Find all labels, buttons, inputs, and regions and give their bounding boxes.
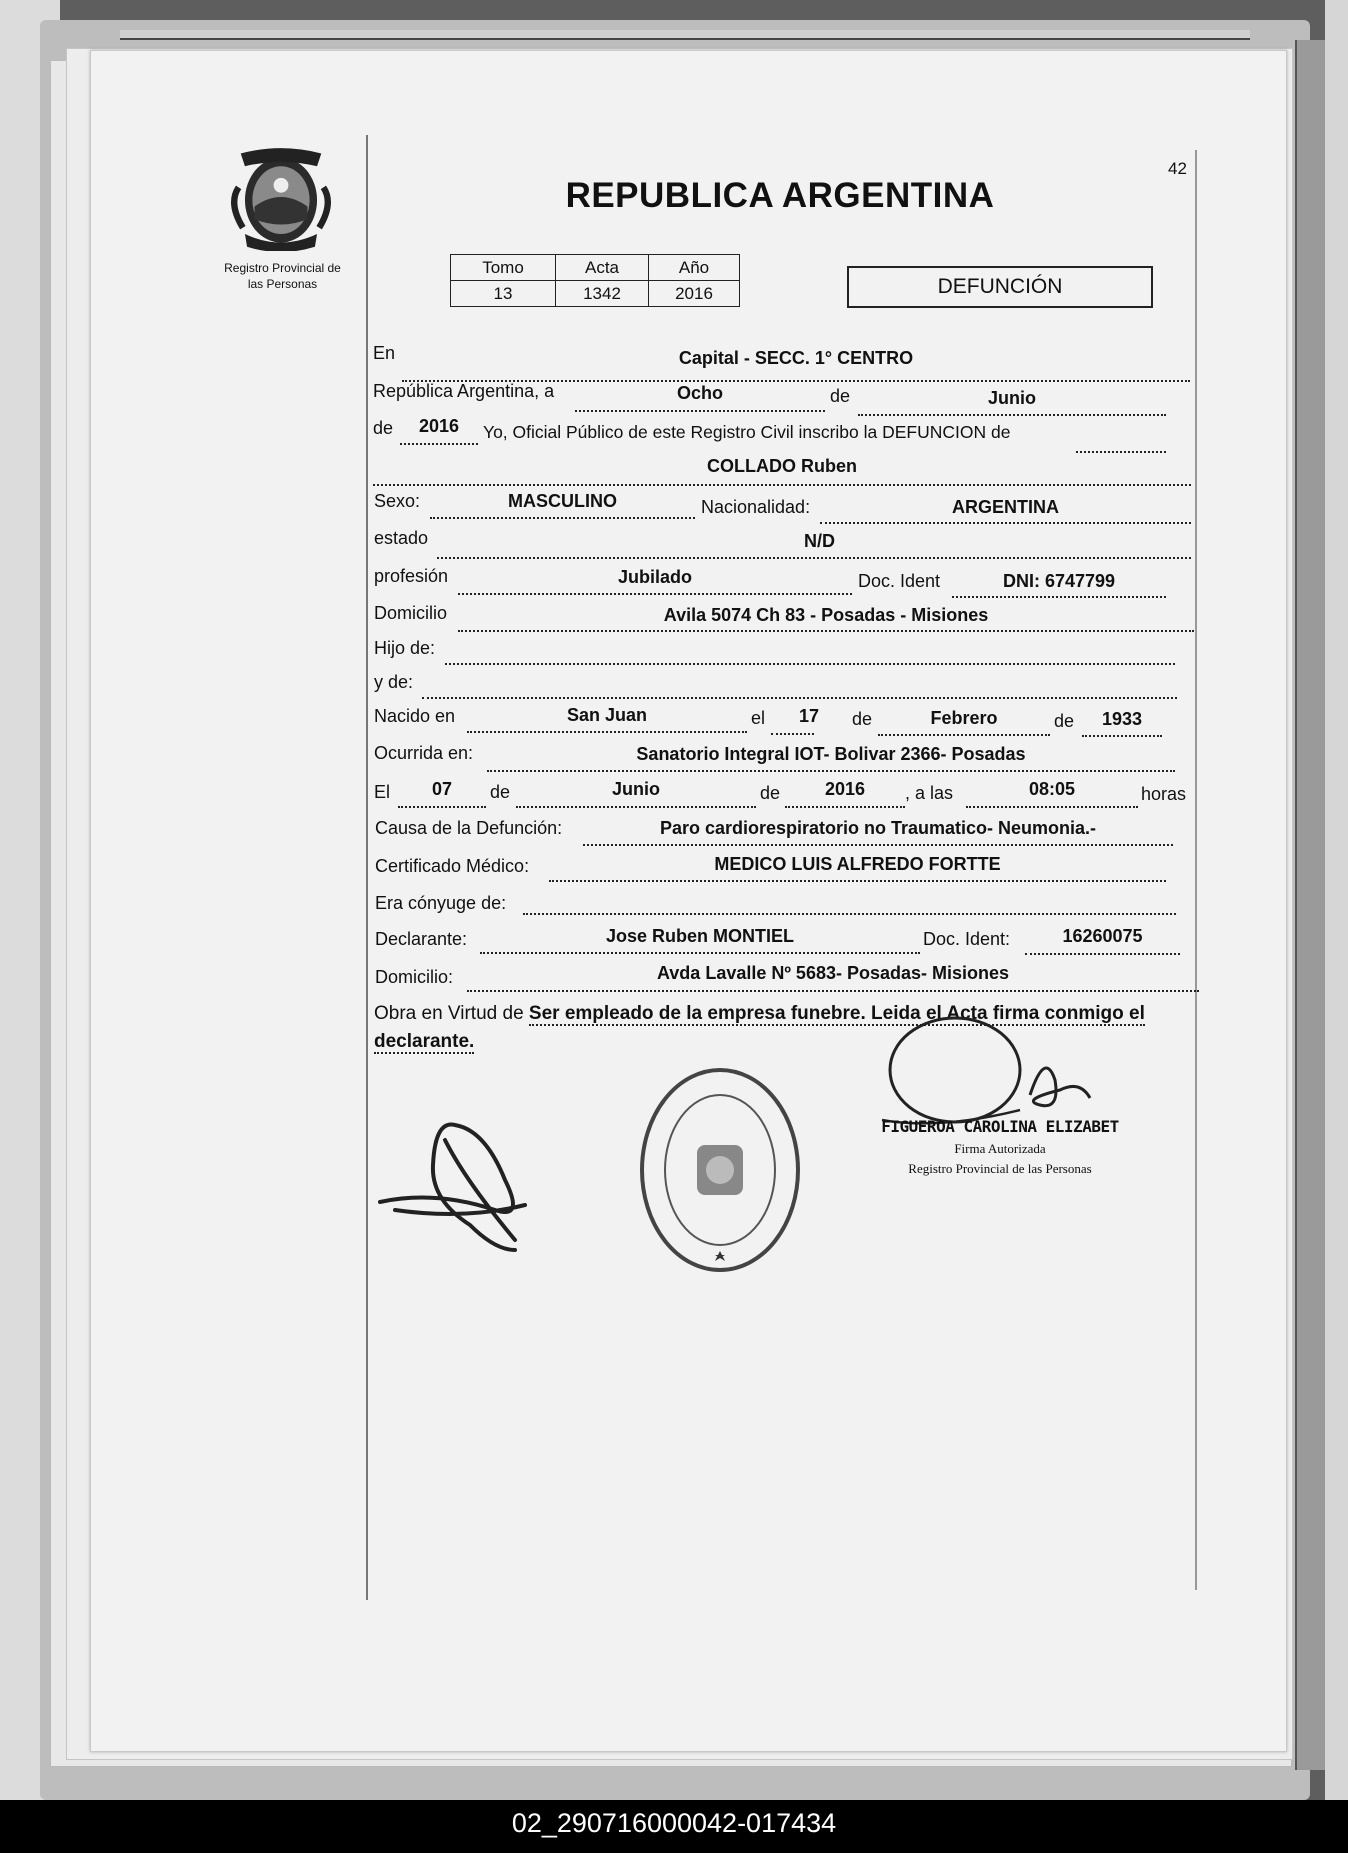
- dotted-line: [771, 733, 814, 735]
- dotted-line: [1082, 735, 1162, 737]
- sexo-value: MASCULINO: [508, 491, 617, 511]
- certificado-label: Certificado Médico:: [375, 856, 530, 876]
- sexo-label: Sexo:: [374, 491, 421, 511]
- lugar-nacimiento-value: San Juan: [566, 705, 648, 725]
- lugar-registro-value: Capital - SECC. 1° CENTRO: [678, 348, 914, 368]
- y-de-label: y de:: [374, 672, 414, 692]
- dotted-line: [487, 770, 1175, 772]
- de-label: de: [373, 418, 394, 438]
- record-type: DEFUNCIÓN: [847, 266, 1153, 308]
- record-header-row: [451, 255, 740, 281]
- dotted-line: [430, 517, 695, 519]
- stamp-role: Firma Autorizada: [954, 1141, 1046, 1156]
- obra-value-cont: declarante.: [374, 1031, 475, 1052]
- causa-label: Causa de la Defunción:: [375, 818, 563, 838]
- dotted-line: [400, 443, 478, 445]
- dotted-line: [966, 806, 1138, 808]
- dotted-line: [785, 806, 905, 808]
- profesion-value: Jubilado: [617, 567, 692, 587]
- margin-line: [366, 135, 368, 1600]
- anio-value: 2016: [418, 416, 460, 436]
- stamp-name: FIGUEROA CAROLINA ELIZABET: [881, 1117, 1119, 1136]
- ocurrida-en-label: Ocurrida en:: [374, 743, 474, 763]
- domicilio-value: Avila 5074 Ch 83 - Posadas - Misiones: [663, 605, 989, 625]
- dotted-line: [523, 913, 1176, 915]
- doc-ident-declarante-label: Doc. Ident:: [923, 929, 1011, 949]
- acta-value: 1342: [556, 281, 649, 307]
- dotted-line: [1025, 953, 1180, 955]
- document-title: REPUBLICA ARGENTINA: [565, 176, 995, 215]
- obra-value: Ser empleado de la empresa funebre. Leida el Acta firma conmigo el: [528, 1003, 1145, 1024]
- en-label: En: [373, 343, 396, 363]
- de-label: de: [852, 709, 873, 729]
- nacionalidad-value: ARGENTINA: [952, 497, 1059, 517]
- causa-value: Paro cardiorespiratorio no Traumatico- Neumonia.-: [659, 818, 1097, 838]
- de-label: de: [490, 782, 511, 802]
- obra-label: Obra en Virtud de: [374, 1003, 524, 1024]
- estado-value: N/D: [804, 531, 835, 551]
- tomo-header: Tomo: [451, 255, 556, 281]
- lugar-defuncion-value: Sanatorio Integral IOT- Bolivar 2366- Posadas: [636, 744, 1026, 764]
- nacido-en-label: Nacido en: [374, 706, 456, 726]
- declaracion-text: Yo, Oficial Público de este Registro Civil inscribo la DEFUNCION de: [483, 422, 1011, 442]
- dotted-line: [437, 557, 1191, 559]
- doc-ident-value: DNI: 6747799: [1002, 571, 1116, 591]
- nombre-difunto-value: COLLADO Ruben: [707, 456, 857, 476]
- a-las-label: , a las: [905, 783, 954, 803]
- domicilio-label: Domicilio: [374, 603, 448, 623]
- margin-line: [1195, 150, 1197, 1590]
- el-label: El: [374, 782, 391, 802]
- dotted-line: [1076, 451, 1166, 453]
- de-label: de: [830, 386, 851, 406]
- dotted-line: [858, 414, 1166, 416]
- de-label: de: [760, 783, 781, 803]
- de-label: de: [1054, 711, 1075, 731]
- el-label: el: [751, 708, 766, 728]
- province-crest-icon: [228, 145, 334, 251]
- dotted-line: [549, 880, 1166, 882]
- dotted-line: [458, 593, 852, 595]
- fecha-label: República Argentina, a: [373, 381, 555, 401]
- dotted-line: [952, 596, 1166, 598]
- dotted-line: [480, 952, 920, 954]
- dotted-line: [820, 522, 1191, 524]
- mes-defuncion-value: Junio: [612, 779, 660, 799]
- anio-nacimiento-value: 1933: [1101, 709, 1143, 729]
- dotted-line: [445, 663, 1175, 665]
- anio-header: Año: [649, 255, 740, 281]
- page-number: 42: [1168, 159, 1187, 178]
- domicilio-declarante-value: Avda Lavalle Nº 5683- Posadas- Misiones: [656, 963, 1010, 983]
- record-table: [450, 254, 740, 307]
- mes-value: Junio: [988, 388, 1036, 408]
- dotted-line: [398, 806, 486, 808]
- hijo-de-label: Hijo de:: [374, 638, 436, 658]
- conyuge-label: Era cónyuge de:: [375, 893, 507, 913]
- dia-defuncion-value: 07: [431, 779, 453, 799]
- dotted-line: [422, 697, 1177, 699]
- certificado-value: MEDICO LUIS ALFREDO FORTTE: [714, 854, 1001, 874]
- dotted-line: [575, 410, 825, 412]
- dia-value: Ocho: [676, 383, 723, 403]
- hora-defuncion-value: 08:05: [1028, 779, 1076, 799]
- binder-spine: [1295, 40, 1325, 1770]
- registry-name: las Personas: [247, 277, 318, 291]
- doc-ident-label: Doc. Ident: [858, 571, 941, 591]
- anio-value: 2016: [649, 281, 740, 307]
- anio-defuncion-value: 2016: [824, 779, 866, 799]
- acta-header: Acta: [556, 255, 649, 281]
- dia-nacimiento-value: 17: [798, 706, 820, 726]
- dotted-line: [458, 630, 1194, 632]
- dotted-line: [467, 990, 1199, 992]
- stamp-org: Registro Provincial de las Personas: [908, 1161, 1092, 1176]
- registry-seal-icon: [635, 1065, 805, 1285]
- dotted-line: [373, 484, 1191, 486]
- declarant-signature: [375, 1120, 565, 1255]
- doc-ident-declarante-value: 16260075: [1062, 926, 1143, 946]
- dotted-line: [516, 806, 756, 808]
- mes-nacimiento-value: Febrero: [930, 708, 998, 728]
- profesion-label: profesión: [374, 566, 449, 586]
- background-right: [1325, 0, 1348, 1800]
- estado-label: estado: [374, 528, 429, 548]
- tomo-value: 13: [451, 281, 556, 307]
- binder-rail: [120, 30, 1250, 40]
- dotted-line: [467, 731, 747, 733]
- declarante-label: Declarante:: [375, 929, 468, 949]
- declarante-value: Jose Ruben MONTIEL: [605, 926, 794, 946]
- registry-name: Registro Provincial de: [224, 261, 341, 275]
- domicilio-declarante-label: Domicilio:: [375, 967, 454, 987]
- horas-label: horas: [1141, 784, 1187, 804]
- dotted-line: [583, 844, 1173, 846]
- record-value-row: [451, 281, 740, 307]
- image-caption: 02_290716000042-017434: [511, 1808, 837, 1838]
- nacionalidad-label: Nacionalidad:: [701, 497, 811, 517]
- dotted-line: [878, 734, 1050, 736]
